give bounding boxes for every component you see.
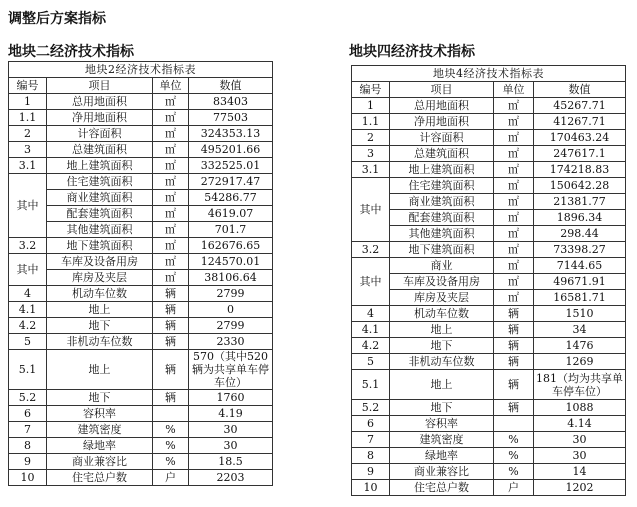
table-row (9, 238, 273, 254)
cell-value: 1476 (534, 338, 626, 354)
cell-number: 其中 (9, 174, 47, 238)
cell-value: 30 (534, 432, 626, 448)
cell-unit: 户 (494, 480, 534, 496)
cell-item: 总用地面积 (47, 94, 153, 110)
cell-item: 库房及夹层 (47, 270, 153, 286)
cell-item: 机动车位数 (390, 306, 494, 322)
cell-value: 162676.65 (189, 238, 273, 254)
table-row (9, 142, 273, 158)
cell-unit: ㎡ (153, 222, 189, 238)
cell-item: 商业兼容比 (390, 464, 494, 480)
table-row (9, 390, 273, 406)
cell-item: 库房及夹层 (390, 290, 494, 306)
cell-unit: 辆 (494, 370, 534, 400)
cell-unit: ㎡ (494, 98, 534, 114)
column-header: 单位 (494, 82, 534, 98)
cell-value: 495201.66 (189, 142, 273, 158)
cell-item: 地上 (390, 370, 494, 400)
cell-value: 1269 (534, 354, 626, 370)
column-header: 编号 (9, 78, 47, 94)
cell-value: 73398.27 (534, 242, 626, 258)
cell-unit: ㎡ (494, 178, 534, 194)
cell-value: 124570.01 (189, 254, 273, 270)
cell-number: 其中 (352, 178, 390, 242)
table-row (352, 178, 626, 194)
cell-number: 4 (352, 306, 390, 322)
cell-number: 4 (9, 286, 47, 302)
cell-value: 298.44 (534, 226, 626, 242)
cell-unit: ㎡ (494, 226, 534, 242)
table-row (352, 448, 626, 464)
table-row (9, 318, 273, 334)
cell-unit: 户 (153, 470, 189, 486)
cell-item: 净用地面积 (47, 110, 153, 126)
cell-number: 1.1 (352, 114, 390, 130)
cell-value: 4619.07 (189, 206, 273, 222)
cell-unit: 辆 (494, 400, 534, 416)
cell-value: 18.5 (189, 454, 273, 470)
cell-item: 非机动车位数 (390, 354, 494, 370)
cell-unit: 辆 (153, 334, 189, 350)
cell-value: 21381.77 (534, 194, 626, 210)
table-row (352, 322, 626, 338)
cell-number: 2 (352, 130, 390, 146)
cell-number: 3.2 (352, 242, 390, 258)
table-row (352, 354, 626, 370)
cell-value: 4.14 (534, 416, 626, 432)
table-row (9, 302, 273, 318)
cell-item: 配套建筑面积 (47, 206, 153, 222)
cell-unit: ㎡ (153, 254, 189, 270)
column-header: 数值 (189, 78, 273, 94)
cell-value: 2799 (189, 286, 273, 302)
cell-unit: ㎡ (153, 126, 189, 142)
cell-unit: ㎡ (153, 206, 189, 222)
cell-item: 住宅建筑面积 (390, 178, 494, 194)
table-row (352, 146, 626, 162)
cell-number: 8 (352, 448, 390, 464)
cell-number: 8 (9, 438, 47, 454)
cell-unit: 辆 (153, 286, 189, 302)
cell-value: 247617.1 (534, 146, 626, 162)
cell-number: 4.2 (352, 338, 390, 354)
table-row (352, 226, 626, 242)
cell-item: 地下 (47, 318, 153, 334)
cell-number: 其中 (9, 254, 47, 286)
cell-value: 2330 (189, 334, 273, 350)
table-row (352, 338, 626, 354)
table-row (352, 400, 626, 416)
table-row (9, 422, 273, 438)
cell-item: 住宅总户数 (390, 480, 494, 496)
cell-value: 4.19 (189, 406, 273, 422)
cell-unit: 辆 (153, 390, 189, 406)
cell-value: 16581.71 (534, 290, 626, 306)
cell-unit: ㎡ (494, 210, 534, 226)
cell-unit: 辆 (494, 322, 534, 338)
cell-unit: ㎡ (153, 174, 189, 190)
cell-value: 38106.64 (189, 270, 273, 286)
cell-value: 77503 (189, 110, 273, 126)
cell-unit: ㎡ (153, 142, 189, 158)
cell-item: 地上建筑面积 (47, 158, 153, 174)
table-header-row (352, 82, 626, 98)
cell-number: 5 (9, 334, 47, 350)
cell-value: 0 (189, 302, 273, 318)
cell-number: 7 (352, 432, 390, 448)
cell-item: 地上 (47, 350, 153, 390)
cell-item: 配套建筑面积 (390, 210, 494, 226)
cell-item: 其他建筑面积 (47, 222, 153, 238)
cell-item: 总建筑面积 (47, 142, 153, 158)
table-row (9, 206, 273, 222)
cell-number: 9 (9, 454, 47, 470)
table-caption-row (9, 62, 273, 78)
cell-unit: ㎡ (494, 194, 534, 210)
cell-item: 地下建筑面积 (47, 238, 153, 254)
cell-value: 41267.71 (534, 114, 626, 130)
cell-number: 6 (352, 416, 390, 432)
table-caption: 地块2经济技术指标表 (9, 62, 273, 78)
cell-unit: ㎡ (494, 146, 534, 162)
cell-value: 332525.01 (189, 158, 273, 174)
table-row (352, 114, 626, 130)
cell-number: 3 (352, 146, 390, 162)
cell-unit: ㎡ (153, 238, 189, 254)
table-row (9, 454, 273, 470)
cell-item: 计容面积 (390, 130, 494, 146)
cell-value: 150642.28 (534, 178, 626, 194)
cell-item: 地上建筑面积 (390, 162, 494, 178)
cell-number: 5 (352, 354, 390, 370)
cell-unit: 辆 (153, 318, 189, 334)
cell-item: 地下 (390, 338, 494, 354)
cell-number: 1 (352, 98, 390, 114)
cell-unit: % (153, 438, 189, 454)
cell-unit: % (153, 454, 189, 470)
cell-number: 10 (352, 480, 390, 496)
cell-unit (494, 416, 534, 432)
table-row (352, 480, 626, 496)
cell-value: 570（其中520辆为共享单车停车位） (189, 350, 273, 390)
cell-value: 272917.47 (189, 174, 273, 190)
table-row (9, 174, 273, 190)
table-row (9, 94, 273, 110)
cell-number: 3.2 (9, 238, 47, 254)
cell-value: 2203 (189, 470, 273, 486)
table-caption: 地块4经济技术指标表 (352, 66, 626, 82)
column-header: 编号 (352, 82, 390, 98)
cell-value: 83403 (189, 94, 273, 110)
table-row (352, 98, 626, 114)
cell-number: 6 (9, 406, 47, 422)
cell-number: 其中 (352, 258, 390, 306)
cell-item: 车库及设备用房 (390, 274, 494, 290)
cell-item: 计容面积 (47, 126, 153, 142)
table-row (352, 464, 626, 480)
cell-number: 4.1 (352, 322, 390, 338)
cell-unit: 辆 (494, 338, 534, 354)
cell-item: 地下 (390, 400, 494, 416)
cell-unit: ㎡ (153, 158, 189, 174)
left-indicator-table (8, 61, 273, 486)
table-row (352, 432, 626, 448)
cell-value: 174218.83 (534, 162, 626, 178)
cell-number: 10 (9, 470, 47, 486)
cell-number: 5.2 (352, 400, 390, 416)
cell-unit: ㎡ (494, 258, 534, 274)
cell-value: 54286.77 (189, 190, 273, 206)
cell-value: 1760 (189, 390, 273, 406)
cell-item: 绿地率 (390, 448, 494, 464)
cell-value: 34 (534, 322, 626, 338)
cell-item: 地上 (47, 302, 153, 318)
table-row (9, 254, 273, 270)
cell-unit: % (494, 464, 534, 480)
cell-item: 车库及设备用房 (47, 254, 153, 270)
table-row (352, 162, 626, 178)
cell-unit: ㎡ (153, 110, 189, 126)
table-row (9, 406, 273, 422)
cell-item: 建筑密度 (47, 422, 153, 438)
right-indicator-table (351, 65, 626, 496)
page-title: 调整后方案指标 (8, 11, 106, 27)
cell-value: 181（均为共享单车停车位） (534, 370, 626, 400)
cell-number: 5.1 (352, 370, 390, 400)
cell-unit: 辆 (494, 354, 534, 370)
right-block-title: 地块四经济技术指标 (349, 44, 475, 60)
cell-unit: ㎡ (153, 270, 189, 286)
cell-value: 7144.65 (534, 258, 626, 274)
cell-value: 1088 (534, 400, 626, 416)
table-caption-row (352, 66, 626, 82)
cell-value: 1510 (534, 306, 626, 322)
table-row (9, 350, 273, 390)
column-header: 数值 (534, 82, 626, 98)
cell-item: 住宅总户数 (47, 470, 153, 486)
cell-number: 1 (9, 94, 47, 110)
table-row (9, 190, 273, 206)
cell-unit: 辆 (153, 302, 189, 318)
cell-item: 机动车位数 (47, 286, 153, 302)
cell-unit: ㎡ (494, 114, 534, 130)
cell-number: 4.2 (9, 318, 47, 334)
table-row (352, 274, 626, 290)
cell-value: 170463.24 (534, 130, 626, 146)
table-row (352, 210, 626, 226)
cell-unit: 辆 (153, 350, 189, 390)
table-row (9, 158, 273, 174)
table-row (9, 438, 273, 454)
table-row (352, 370, 626, 400)
cell-item: 总建筑面积 (390, 146, 494, 162)
table-row (352, 306, 626, 322)
table-header-row (9, 78, 273, 94)
cell-item: 地下 (47, 390, 153, 406)
cell-unit: ㎡ (494, 274, 534, 290)
table-row (352, 290, 626, 306)
cell-number: 7 (9, 422, 47, 438)
table-row (9, 110, 273, 126)
cell-number: 5.1 (9, 350, 47, 390)
cell-item: 其他建筑面积 (390, 226, 494, 242)
cell-unit: % (494, 448, 534, 464)
cell-unit: ㎡ (494, 242, 534, 258)
cell-number: 1.1 (9, 110, 47, 126)
cell-value: 30 (534, 448, 626, 464)
cell-value: 1202 (534, 480, 626, 496)
cell-value: 49671.91 (534, 274, 626, 290)
cell-unit: 辆 (494, 306, 534, 322)
cell-number: 3.1 (352, 162, 390, 178)
cell-value: 324353.13 (189, 126, 273, 142)
cell-item: 容积率 (47, 406, 153, 422)
cell-unit: ㎡ (153, 94, 189, 110)
cell-value: 14 (534, 464, 626, 480)
cell-item: 建筑密度 (390, 432, 494, 448)
cell-unit: ㎡ (494, 290, 534, 306)
cell-item: 地上 (390, 322, 494, 338)
cell-number: 2 (9, 126, 47, 142)
cell-value: 30 (189, 422, 273, 438)
cell-item: 商业 (390, 258, 494, 274)
cell-item: 商业兼容比 (47, 454, 153, 470)
cell-unit (153, 406, 189, 422)
cell-item: 非机动车位数 (47, 334, 153, 350)
cell-item: 商业建筑面积 (390, 194, 494, 210)
cell-number: 4.1 (9, 302, 47, 318)
cell-value: 45267.71 (534, 98, 626, 114)
cell-value: 30 (189, 438, 273, 454)
table-row (9, 126, 273, 142)
cell-item: 净用地面积 (390, 114, 494, 130)
cell-unit: ㎡ (153, 190, 189, 206)
table-row (352, 416, 626, 432)
cell-item: 绿地率 (47, 438, 153, 454)
table-row (352, 194, 626, 210)
table-row (352, 242, 626, 258)
cell-number: 5.2 (9, 390, 47, 406)
cell-number: 3 (9, 142, 47, 158)
table-row (9, 470, 273, 486)
table-row (9, 270, 273, 286)
cell-value: 1896.34 (534, 210, 626, 226)
cell-unit: ㎡ (494, 130, 534, 146)
cell-number: 3.1 (9, 158, 47, 174)
left-block-title: 地块二经济技术指标 (8, 44, 134, 60)
cell-item: 商业建筑面积 (47, 190, 153, 206)
cell-number: 9 (352, 464, 390, 480)
table-row (9, 286, 273, 302)
cell-value: 2799 (189, 318, 273, 334)
column-header: 项目 (47, 78, 153, 94)
cell-item: 住宅建筑面积 (47, 174, 153, 190)
cell-unit: ㎡ (494, 162, 534, 178)
table-row (9, 222, 273, 238)
cell-item: 容积率 (390, 416, 494, 432)
cell-unit: % (153, 422, 189, 438)
table-row (352, 130, 626, 146)
cell-value: 701.7 (189, 222, 273, 238)
table-row (9, 334, 273, 350)
column-header: 单位 (153, 78, 189, 94)
table-row (352, 258, 626, 274)
cell-item: 地下建筑面积 (390, 242, 494, 258)
cell-item: 总用地面积 (390, 98, 494, 114)
column-header: 项目 (390, 82, 494, 98)
cell-unit: % (494, 432, 534, 448)
